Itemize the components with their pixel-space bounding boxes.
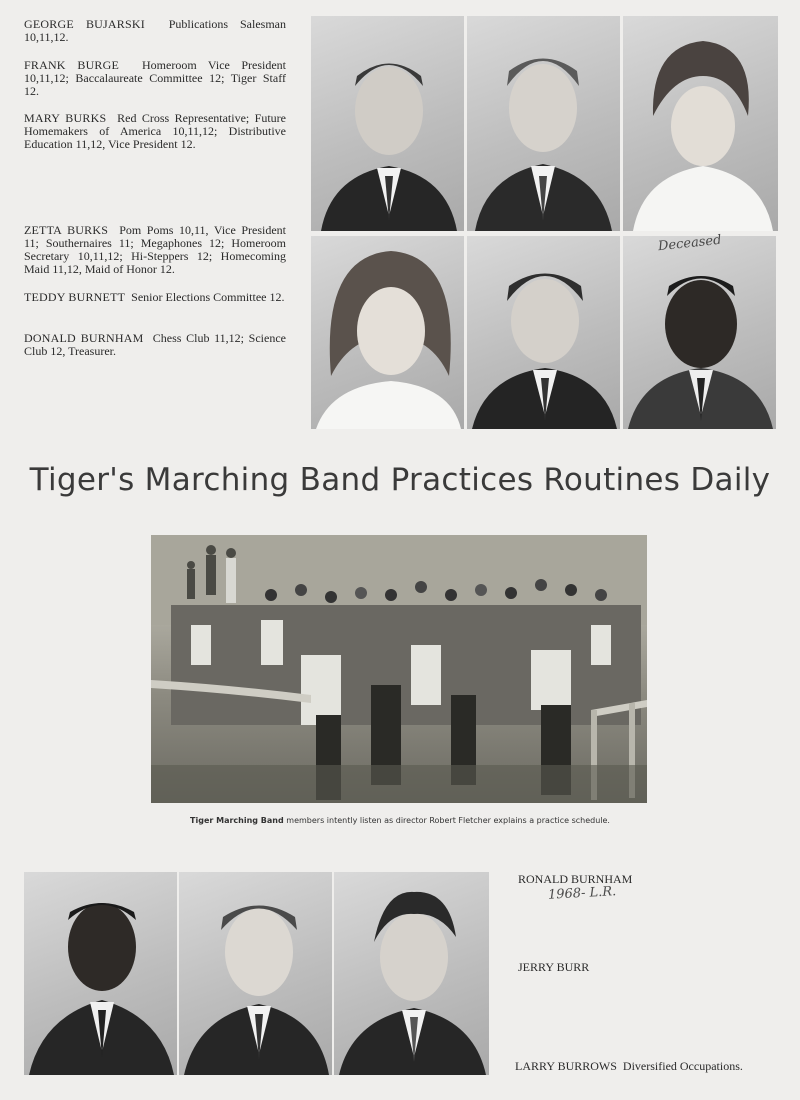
bio-zetta-burks — [24, 224, 286, 276]
handwritten-year-note: 1968- L.R. — [547, 884, 617, 903]
portrait-zetta-burks — [311, 236, 464, 429]
bio-name: MARY BURKS — [24, 111, 107, 125]
bio-name: FRANK BURGE — [24, 58, 120, 72]
bio-name: ZETTA BURKS — [24, 223, 109, 237]
portrait-larry-burrows — [334, 872, 489, 1075]
bio-frank-burge — [24, 59, 286, 98]
bio-text: Senior Elections Committee 12. — [131, 290, 285, 304]
bio-name: LARRY BURROWS — [515, 1059, 617, 1073]
bio-text: Red Cross Representative; Future Homemakers of America 10,11,12; Distributive Education 11,12, Vice President 12. — [24, 111, 286, 151]
bio-name: TEDDY BURNETT — [24, 290, 126, 304]
caption-bold: Tiger Marching Band — [190, 816, 284, 825]
bio-text: Chess Club 11,12; Science Club 12, Treasurer. — [24, 331, 286, 358]
bio-text: Diversified Occupations. — [622, 1059, 743, 1073]
portrait-mary-burks — [623, 16, 778, 231]
bio-text: Publications Salesman 10,11,12. — [24, 17, 286, 44]
section-headline: Tiger's Marching Band Practices Routines Daily — [29, 462, 771, 498]
bio-name: DONALD BURNHAM — [24, 331, 144, 345]
portrait-teddy-burnett — [467, 236, 620, 429]
name-ronald-burnham: RONALD BURNHAM — [518, 872, 633, 886]
marching-band-photo — [151, 535, 647, 803]
bio-mary-burks — [24, 112, 286, 151]
bio-teddy-burnett — [24, 291, 286, 304]
portrait-jerry-burr — [179, 872, 332, 1075]
portrait-frank-burge — [467, 16, 620, 231]
portrait-george-bujarski — [311, 16, 464, 231]
portrait-donald-burnham — [623, 236, 776, 429]
handwritten-deceased-note: Deceased — [657, 232, 723, 255]
portrait-ronald-burnham — [24, 872, 177, 1075]
name-jerry-burr: JERRY BURR — [518, 960, 590, 974]
bio-name: GEORGE BUJARSKI — [24, 17, 145, 31]
caption-text: members intently listen as director Robert Fletcher explains a practice schedule. — [283, 816, 610, 825]
bio-george-bujarski — [24, 18, 286, 44]
bio-text: Pom Poms 10,11, Vice President 11; Southernaires 11; Megaphones 12; Homeroom Secretary 10,11,12; Hi-Steppers 12; Homecoming Maid 11,12, Maid of Honor 12. — [24, 223, 287, 276]
photo-caption — [0, 816, 800, 825]
bio-larry-burrows — [515, 1059, 743, 1074]
bio-text: Homeroom Vice President 10,11,12; Baccalaureate Committee 12; Tiger Staff 12. — [24, 58, 286, 98]
bio-donald-burnham — [24, 332, 286, 358]
